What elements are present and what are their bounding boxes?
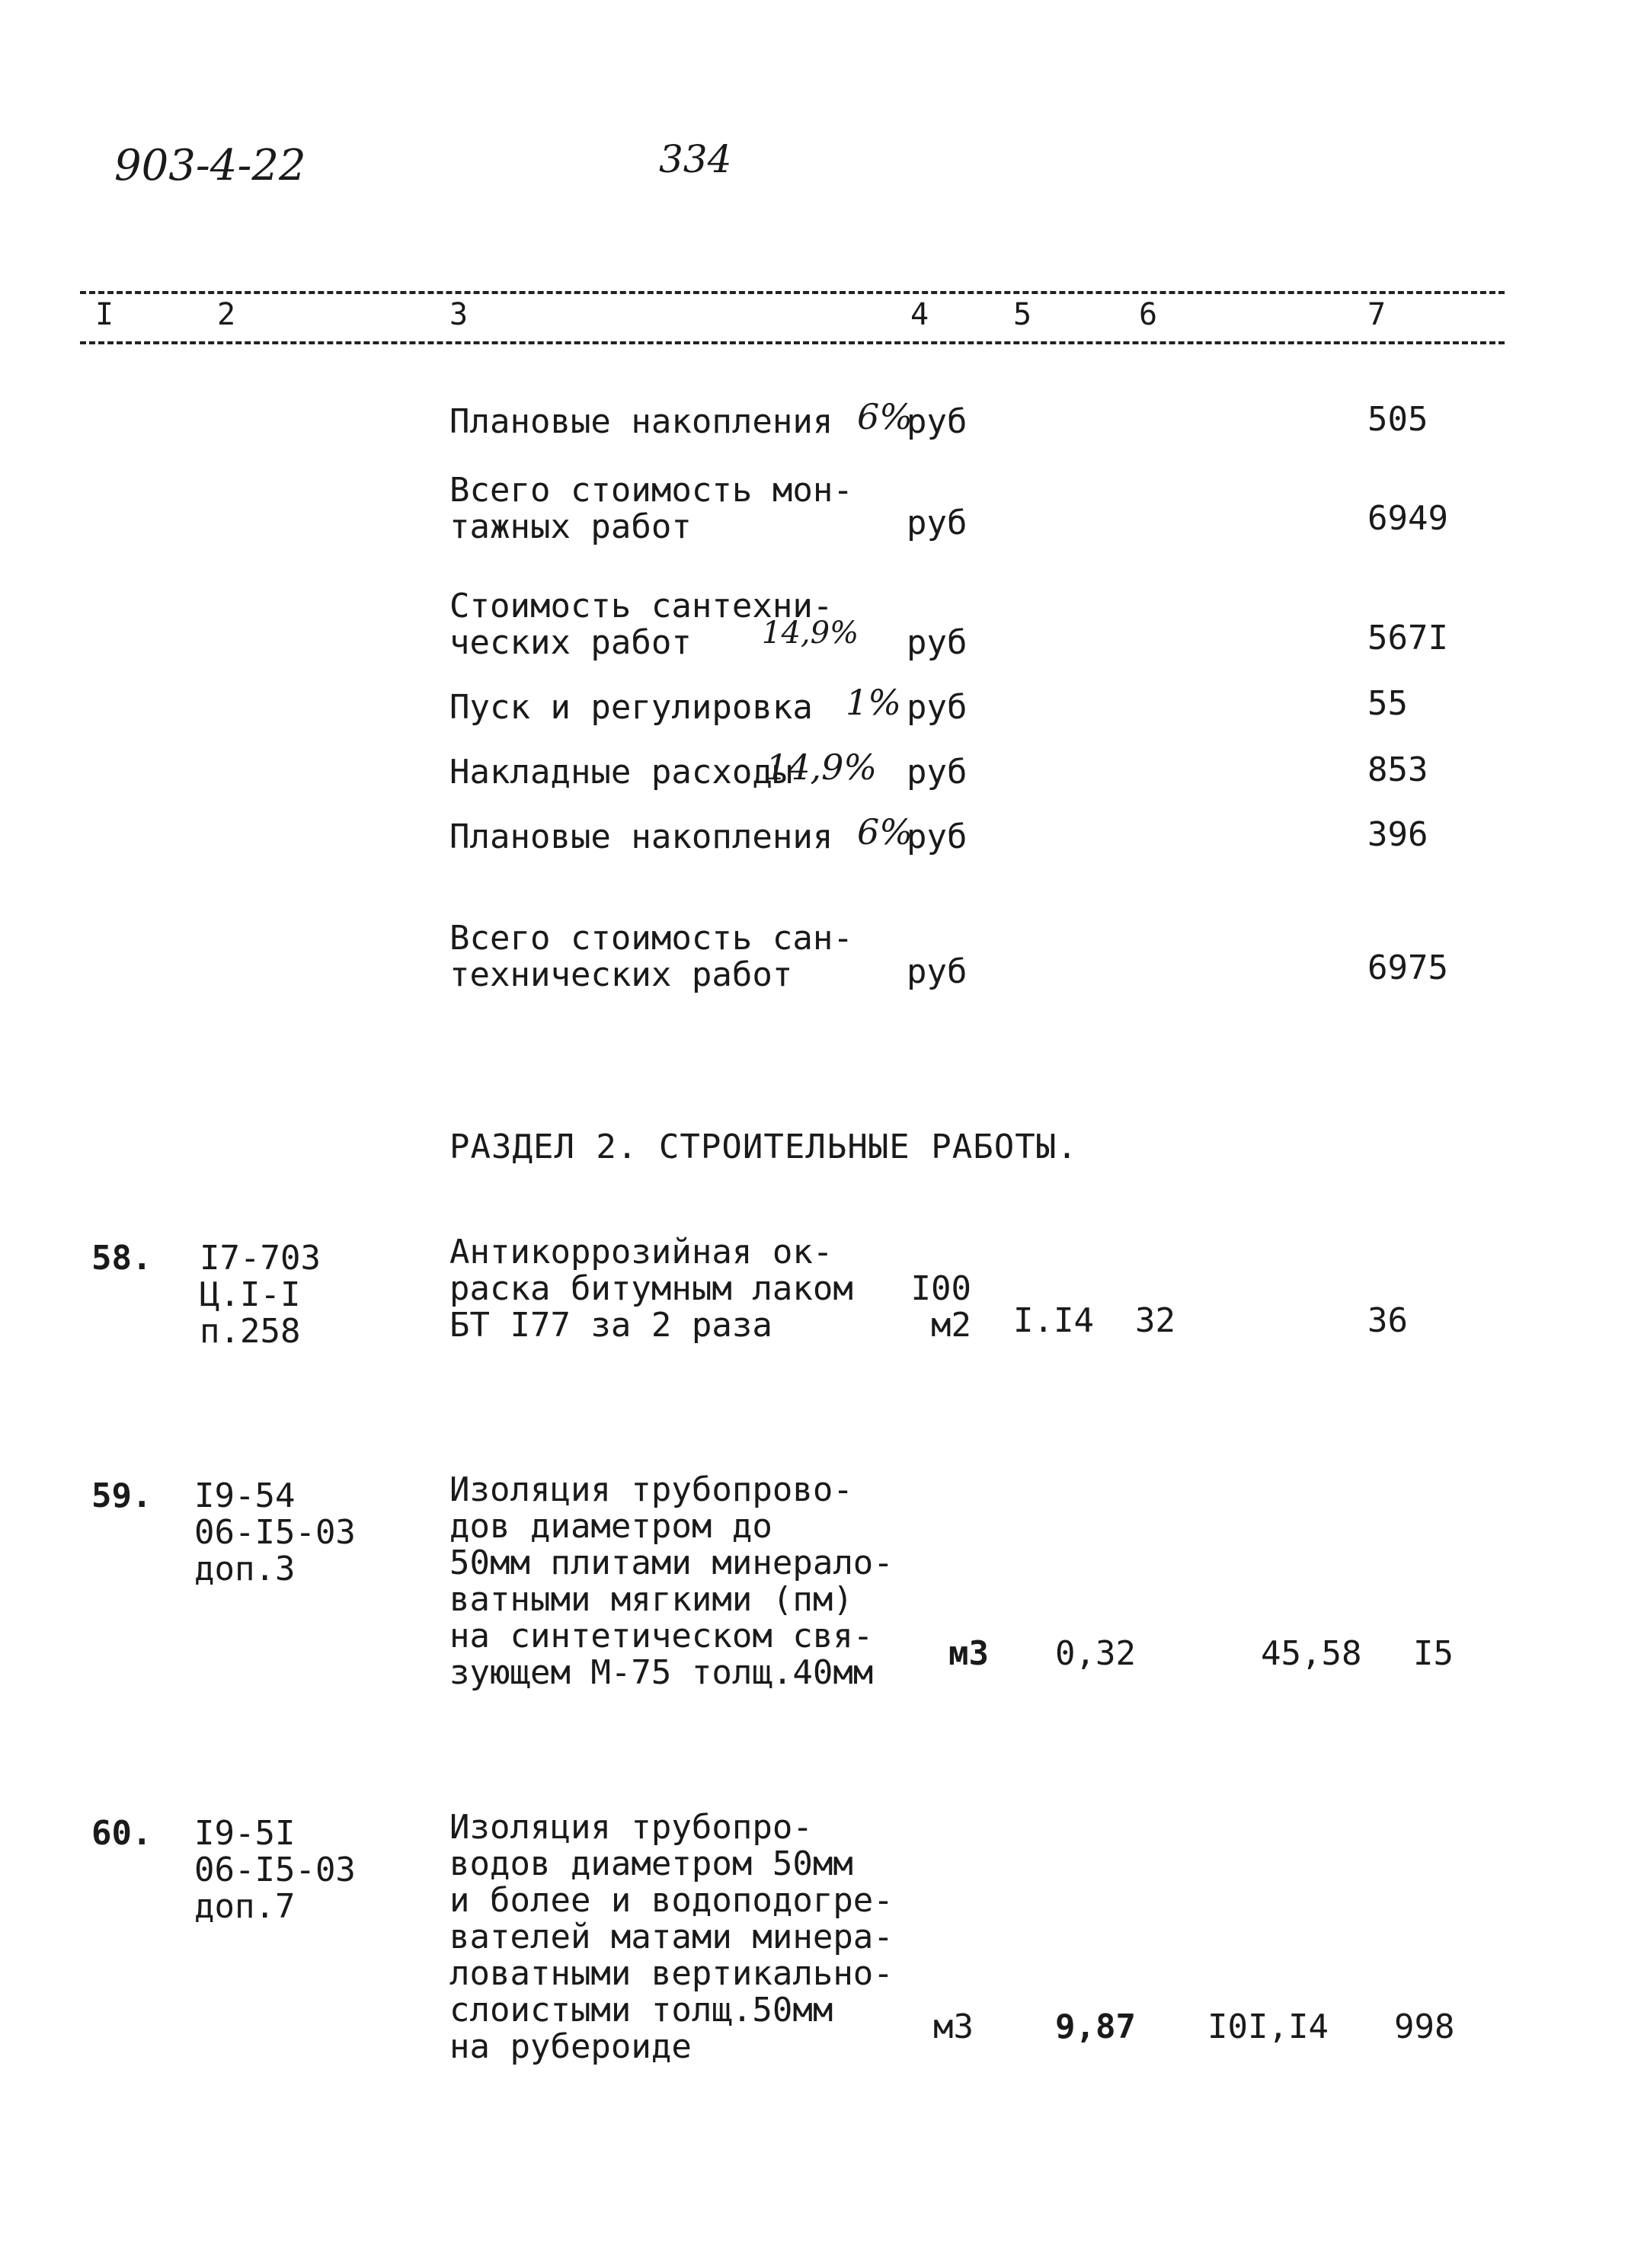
row-total: I5 [1413,1634,1454,1673]
column-number-6: 6 [1139,297,1158,332]
summary-line-total: 853 [1367,750,1428,789]
summary-line-text: Плановые накопления [449,817,833,856]
row-description: Антикоррозийная ок- раска битумным лаком БТ I77 за 2 раза [449,1233,853,1345]
row-code: I9-5I 06-I5-03 доп.7 [194,1814,356,1926]
row-quantity: 0,32 [1055,1634,1136,1673]
summary-line-percent: 14,9% [766,747,878,788]
column-number-7: 7 [1367,297,1387,332]
column-number-2: 2 [217,297,236,332]
row-price: 32 [1135,1301,1175,1340]
summary-line-unit: руб [907,623,968,662]
section-title: РАЗДЕЛ 2. СТРОИТЕЛЬНЫЕ РАБОТЫ. [449,1128,1078,1166]
summary-line-total: 6975 [1367,948,1448,987]
row-description: Изоляция трубопро- водов диаметром 50мм и более и водоподогре- вателей матами минера- ловатными вертикально- слоистыми толщ.50мм на рубероиде [449,1808,894,2066]
summary-line-unit: руб [907,753,968,792]
summary-line-text: Стоимость сантехни- ческих работ [449,587,833,662]
header-rule-bottom [80,341,1505,344]
document-code: 903-4-22 [114,141,306,190]
row-cost: I0I,I4 [1207,2007,1329,2046]
column-number-3: 3 [449,297,469,332]
summary-line-unit: руб [907,504,968,542]
row-unit: м3 [933,2007,974,2046]
row-quantity: 9,87 [1055,2007,1136,2046]
summary-line-text: Пуск и регулировка [449,688,813,727]
summary-line-unit: руб [907,688,968,727]
summary-line-text: Плановые накопления [449,402,833,441]
row-number: 58. [91,1239,152,1278]
summary-line-percent: 14,9% [762,616,859,651]
summary-line-text: Всего стоимость мон- тажных работ [449,471,853,546]
summary-line-total: 6949 [1367,499,1448,538]
summary-line-unit: руб [907,402,968,441]
summary-line-total: 396 [1367,815,1428,854]
column-number-4: 4 [910,297,929,332]
page-number: 334 [659,137,732,181]
row-unit: м3 [948,1634,989,1673]
row-number: 59. [91,1476,152,1515]
summary-line-text: Всего стоимость сан- технических работ [449,919,853,994]
summary-line-total: 505 [1367,400,1428,439]
row-unit: I00 м2 [910,1269,971,1345]
summary-line-text: Накладные расходы [449,753,793,792]
summary-line-percent: 6% [857,396,913,437]
summary-line-unit: руб [907,952,968,991]
row-quantity: I.I4 [1013,1301,1094,1340]
row-cost: 45,58 [1261,1634,1362,1673]
row-total: 36 [1367,1301,1408,1340]
summary-line-percent: 6% [857,811,913,852]
row-code: I9-54 06-I5-03 доп.3 [194,1476,356,1588]
row-code: I7-703 Ц.I-I п.258 [200,1239,321,1351]
row-total: 998 [1394,2007,1455,2046]
column-number-5: 5 [1013,297,1032,332]
header-rule-top [80,291,1505,294]
row-description: Изоляция трубопрово- дов диаметром до 50мм плитами минерало- ватными мягкими (пм) на синтетическом свя- зующем М-75 толщ.40мм [449,1470,894,1692]
row-number: 60. [91,1814,152,1853]
summary-line-percent: 1% [846,682,901,723]
summary-line-total: 55 [1367,684,1408,723]
column-number-1: I [95,297,114,332]
summary-line-total: 567I [1367,619,1448,657]
summary-line-unit: руб [907,817,968,856]
